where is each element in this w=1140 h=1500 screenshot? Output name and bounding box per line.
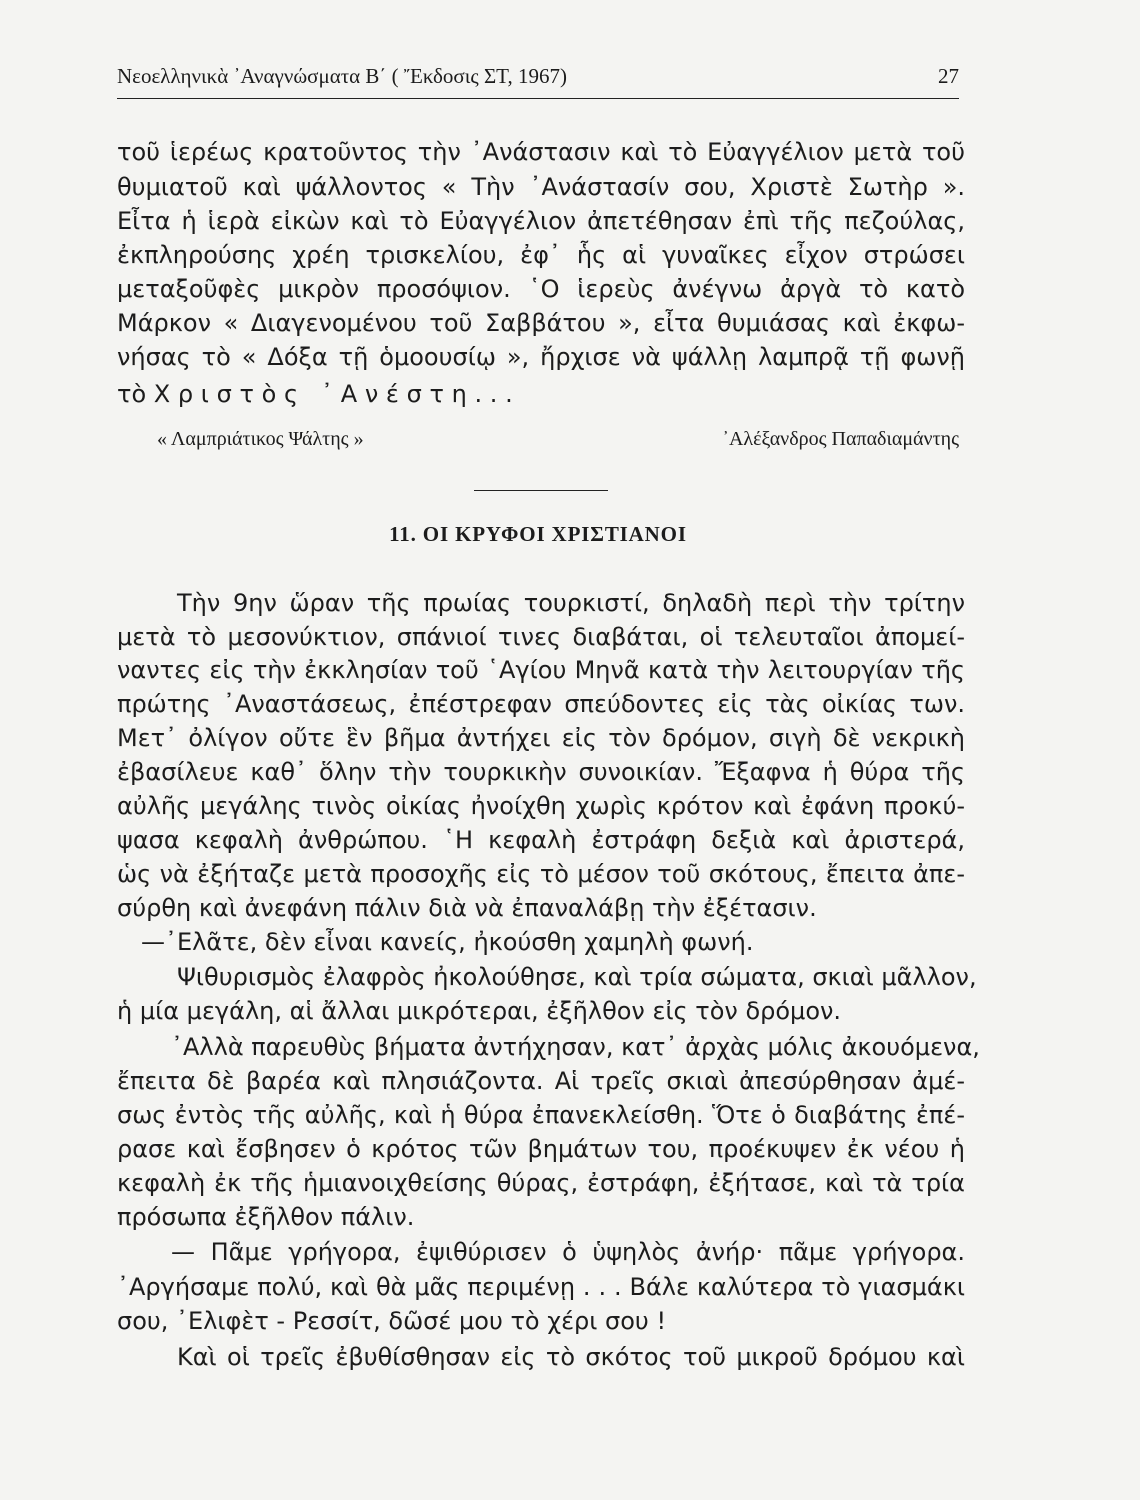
text-line: Εἶτα ἡ ἱερὰ εἰκὼν καὶ τὸ Εὐαγγέλιον ἀπετέθησαν ἐπὶ τῆς πεζούλας,: [117, 207, 965, 235]
separator-rule: [474, 490, 608, 491]
text-line: ἔπειτα δὲ βαρέα καὶ πλησιάζοντα. Αἱ τρεῖς σκιαὶ ἀπεσύρθησαν ἀμέ-: [117, 1067, 965, 1095]
text-line: Μάρκον « Διαγενομένου τοῦ Σαββάτου », εἶτα θυμιάσας καὶ ἐκφω-: [117, 309, 965, 337]
text-line: ψασα κεφαλὴ ἀνθρώπου. ῾Η κεφαλὴ ἐστράφη δεξιὰ καὶ ἀριστερά,: [117, 826, 965, 854]
source-title: « Λαμπριάτικος Ψάλτης »: [157, 428, 364, 450]
text-line: σου, ᾿Ελιφὲτ - Ρεσσίτ, δῶσέ μου τὸ χέρι σου !: [117, 1307, 667, 1335]
attribution: [117, 428, 959, 458]
text-line: Καὶ οἱ τρεῖς ἐβυθίσθησαν εἰς τὸ σκότος τοῦ μικροῦ δρόμου καὶ: [177, 1343, 965, 1371]
header-rule: [117, 98, 959, 99]
text-line: ἐκπληρούσης χρέη τρισκελίου, ἐφ᾿ ἧς αἱ γυναῖκες εἶχον στρώσει: [117, 241, 965, 269]
text-line: Μετ᾿ ὀλίγον οὔτε ἓν βῆμα ἀντήχει εἰς τὸν δρόμον, σιγὴ δὲ νεκρικὴ: [117, 724, 965, 752]
text-line: ρασε καὶ ἔσβησεν ὁ κρότος τῶν βημάτων του, προέκυψεν ἐκ νέου ἡ: [117, 1135, 965, 1163]
author-name: ᾿Αλέξανδρος Παπαδιαμάντης: [722, 428, 959, 450]
text-line-last: [117, 377, 965, 411]
text-line: ὡς νὰ ἐξήταζε μετὰ προσοχῆς εἰς τὸ μέσον τοῦ σκότους, ἔπειτα ἀπε-: [117, 860, 965, 888]
text-line: κεφαλὴ ἐκ τῆς ἡμιανοιχθείσης θύρας, ἐστράφη, ἐξήτασε, καὶ τὰ τρία: [117, 1169, 965, 1197]
text-line: —᾿Ελᾶτε, δὲν εἶναι κανείς, ἠκούσθη χαμηλὴ φωνή.: [141, 928, 754, 956]
text-line: θυμιατοῦ καὶ ψάλλοντος « Τὴν ᾿Ανάστασίν σου, Χριστὲ Σωτὴρ ».: [117, 173, 965, 201]
text-line: ᾿Αργήσαμε πολύ, καὶ θὰ μᾶς περιμένῃ . . . Βάλε καλύτερα τὸ γιασμάκι: [117, 1273, 965, 1301]
text-line: Ψιθυρισμὸς ἐλαφρὸς ἠκολούθησε, καὶ τρία σώματα, σκιαὶ μᾶλλον,: [177, 963, 977, 991]
text-line: τοῦ ἱερέως κρατοῦντος τὴν ᾿Ανάστασιν καὶ τὸ Εὐαγγέλιον μετὰ τοῦ: [117, 138, 965, 166]
text-line: ᾿Αλλὰ παρευθὺς βήματα ἀντήχησαν, κατ᾿ ἀρχὰς μόλις ἀκουόμενα,: [171, 1033, 980, 1061]
page-number: 27: [938, 64, 959, 88]
text-line: αὐλῆς μεγάλης τινὸς οἰκίας ἠνοίχθη χωρὶς κρότον καὶ ἐφάνη προκύ-: [117, 792, 965, 820]
book-title: Νεοελληνικὰ ᾿Αναγνώσματα Β΄ ( Ἔκδοσις ΣΤ, 1967): [117, 64, 567, 88]
text-line: ἡ μία μεγάλη, αἱ ἄλλαι μικρότεραι, ἐξῆλθον εἰς τὸν δρόμον.: [117, 997, 842, 1025]
text-line: πρώτης ᾿Αναστάσεως, ἐπέστρεφαν σπεύδοντες εἰς τὰς οἰκίας των.: [117, 690, 965, 718]
text-line: μεταξοῦφὲς μικρὸν προσόψιον. ῾Ο ἱερεὺς ἀνέγνω ἀργὰ τὸ κατὸ: [117, 275, 965, 303]
text-line: ἐβασίλευε καθ᾿ ὅλην τὴν τουρκικὴν συνοικίαν. Ἔξαφνα ἡ θύρα τῆς: [117, 758, 965, 786]
spaced-exclamation: Χριστὸς ᾿Ανέστη...: [153, 380, 521, 408]
text-line: — Πᾶμε γρήγορα, ἐψιθύρισεν ὁ ὑψηλὸς ἀνήρ· πᾶμε γρήγορα.: [171, 1238, 965, 1266]
section-heading: 11. ΟΙ ΚΡΥΦΟΙ ΧΡΙΣΤΙΑΝΟΙ: [389, 522, 687, 546]
text-line: νήσας τὸ « Δόξα τῇ ὁμοουσίῳ », ἤρχισε νὰ ψάλλῃ λαμπρᾷ τῇ φωνῇ: [117, 343, 965, 371]
text-line: σύρθη καὶ ἀνεφάνη πάλιν διὰ νὰ ἐπαναλάβῃ τὴν ἐξέτασιν.: [117, 894, 817, 922]
text-line: πρόσωπα ἐξῆλθον πάλιν.: [117, 1203, 415, 1231]
text-line: σως ἐντὸς τῆς αὐλῆς, καὶ ἡ θύρα ἐπανεκλείσθη. Ὅτε ὁ διαβάτης ἐπέ-: [117, 1101, 965, 1129]
text-line: ναντες εἰς τὴν ἐκκλησίαν τοῦ ῾Αγίου Μηνᾶ κατὰ τὴν λειτουργίαν τῆς: [117, 656, 965, 684]
text-prefix: τὸ: [117, 380, 154, 408]
text-line: μετὰ τὸ μεσονύκτιον, σπάνιοί τινες διαβάται, οἱ τελευταῖοι ἀπομεί-: [117, 623, 965, 651]
text-line: Τὴν 9ην ὥραν τῆς πρωίας τουρκιστί, δηλαδὴ περὶ τὴν τρίτην: [177, 589, 965, 617]
running-header: [117, 64, 959, 92]
